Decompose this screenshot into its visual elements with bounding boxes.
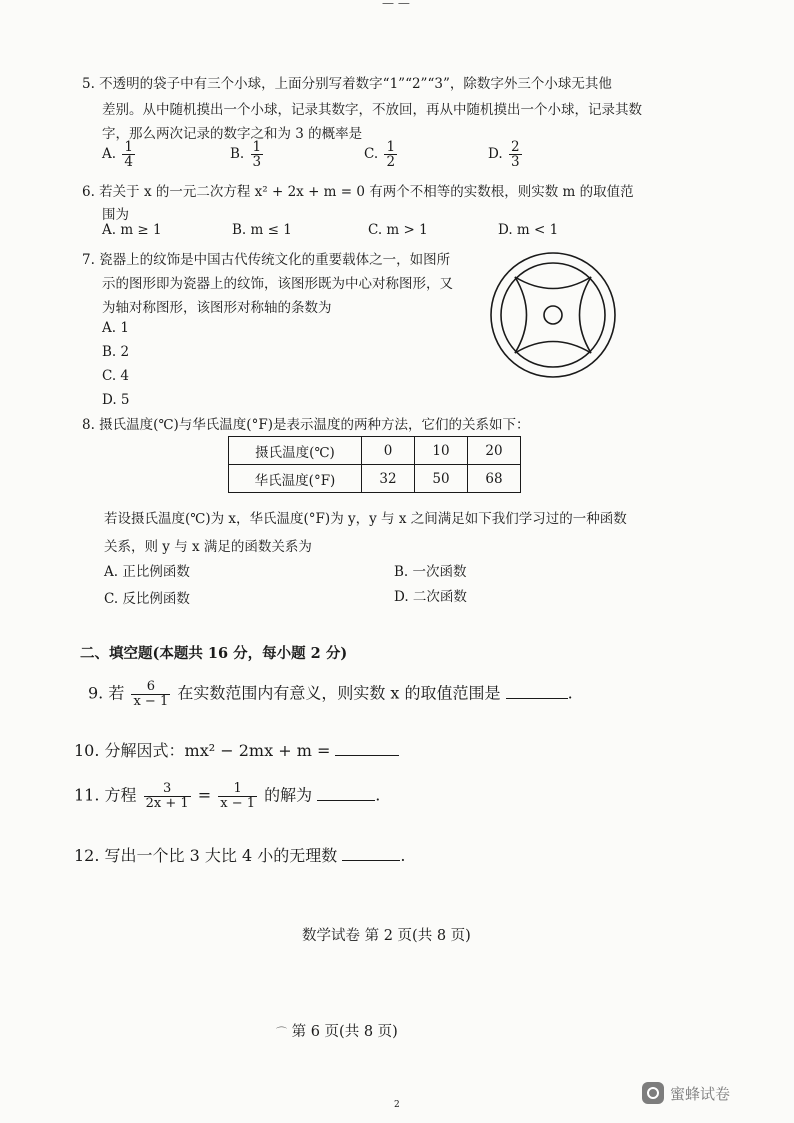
table-header-fahrenheit: 华氏温度(°F) bbox=[229, 465, 362, 493]
fraction: $\frac{1}{3}$ bbox=[252, 139, 262, 171]
q6-option-c[interactable]: C. m > 1 bbox=[368, 222, 428, 238]
fraction: $\frac{3}{2x + 1}$ bbox=[145, 781, 189, 811]
question-12: 12. 写出一个比 3 大比 4 小的无理数 . bbox=[74, 846, 406, 865]
table-cell: 0 bbox=[362, 437, 415, 465]
table-cell: 20 bbox=[468, 437, 521, 465]
q7-line-3: 为轴对称图形，该图形对称轴的条数为 bbox=[102, 300, 332, 316]
q6-option-d[interactable]: D. m < 1 bbox=[498, 222, 559, 238]
table-cell: 50 bbox=[415, 465, 468, 493]
section-heading-fill-in: 二、填空题(本题共 16 分，每小题 2 分) bbox=[80, 645, 348, 662]
q7-option-d[interactable]: D. 5 bbox=[102, 392, 130, 408]
q5-line-3: 字，那么两次记录的数字之和为 3 的概率是 bbox=[102, 126, 363, 142]
temperature-table bbox=[228, 436, 521, 493]
q7-line-2: 示的图形即为瓷器上的纹饰，该图形既为中心对称图形，又 bbox=[102, 276, 453, 292]
table-cell: 10 bbox=[415, 437, 468, 465]
q8-option-d[interactable]: D. 二次函数 bbox=[394, 589, 467, 605]
q7-option-b[interactable]: B. 2 bbox=[102, 344, 130, 360]
q8-line-2: 若设摄氏温度(℃)为 x，华氏温度(°F)为 y，y 与 x 之间满足如下我们学习过的一种函数 bbox=[104, 511, 627, 527]
q5-option-d[interactable]: D. $\frac{2}{3}$ bbox=[488, 139, 520, 171]
q6-option-a[interactable]: A. m ≥ 1 bbox=[102, 222, 162, 238]
q8-line-1: 8. 摄氏温度(℃)与华氏温度(°F)是表示温度的两种方法，它们的关系如下： bbox=[82, 417, 530, 433]
q6-option-b[interactable]: B. m ≤ 1 bbox=[232, 222, 292, 238]
q8-option-c[interactable]: C. 反比例函数 bbox=[104, 591, 190, 607]
table-header-celsius: 摄氏温度(℃) bbox=[229, 437, 362, 465]
page-footer: 数学试卷 第 2 页(共 8 页) bbox=[302, 928, 471, 944]
page-number: 2 bbox=[394, 1100, 400, 1110]
answer-blank-10[interactable] bbox=[335, 754, 399, 756]
table-row bbox=[229, 465, 521, 493]
watermark: 蜜蜂试卷 bbox=[642, 1082, 730, 1104]
fraction: $\frac{1}{4}$ bbox=[124, 139, 133, 171]
q7-line-1: 7. 瓷器上的纹饰是中国古代传统文化的重要载体之一，如图所 bbox=[82, 252, 451, 268]
q6-line-1: 6. 若关于 x 的一元二次方程 x² + 2x + m = 0 有两个不相等的实数根，则实数 m 的取值范 bbox=[82, 184, 634, 200]
q7-option-c[interactable]: C. 4 bbox=[102, 368, 130, 384]
secondary-footer: ⌒ 第 6 页(共 8 页) bbox=[276, 1024, 398, 1040]
q8-option-b[interactable]: B. 一次函数 bbox=[394, 564, 467, 580]
fraction: $\frac{1}{x - 1}$ bbox=[220, 781, 256, 811]
watermark-logo-icon bbox=[642, 1082, 664, 1104]
answer-blank-11[interactable] bbox=[317, 799, 375, 801]
q5-line-1: 5. 不透明的袋子中有三个小球，上面分别写着数字“1”“2”“3”，除数字外三个小球无其他 bbox=[82, 76, 612, 92]
question-9: 9. 若 $\frac{6}{x - 1}$ 在实数范围内有意义，则实数 x 的取值范围是 . bbox=[88, 679, 573, 709]
q8-option-a[interactable]: A. 正比例函数 bbox=[104, 564, 190, 580]
question-11: 11. 方程 $\frac{3}{2x + 1}$ = $\frac{1}{x - 1}$ 的解为 . bbox=[74, 781, 381, 811]
q5-line-2: 差别。从中随机摸出一个小球，记录其数字，不放回，再从中随机摸出一个小球，记录其数 bbox=[102, 102, 642, 118]
fraction: $\frac{1}{2}$ bbox=[386, 139, 396, 171]
q5-option-b[interactable]: B. $\frac{1}{3}$ bbox=[230, 139, 262, 171]
table-cell: 32 bbox=[362, 465, 415, 493]
answer-blank-9[interactable] bbox=[506, 697, 568, 699]
q7-option-a[interactable]: A. 1 bbox=[102, 320, 129, 336]
question-10: 10. 分解因式：mx² − 2mx + m = bbox=[74, 738, 399, 761]
q8-line-3: 关系，则 y 与 x 满足的函数关系为 bbox=[104, 539, 312, 555]
q5-option-a[interactable]: A. $\frac{1}{4}$ bbox=[102, 139, 133, 171]
header-mark: — — bbox=[382, 0, 410, 10]
table-row bbox=[229, 437, 521, 465]
fraction: $\frac{2}{3}$ bbox=[510, 139, 520, 171]
q6-line-2: 围为 bbox=[102, 207, 129, 223]
scribble-mark-icon: ⌒ bbox=[276, 1026, 287, 1039]
porcelain-pattern-figure bbox=[488, 250, 618, 380]
answer-blank-12[interactable] bbox=[342, 859, 400, 861]
table-cell: 68 bbox=[468, 465, 521, 493]
fraction: $\frac{6}{x - 1}$ bbox=[133, 679, 169, 709]
q5-option-c[interactable]: C. $\frac{1}{2}$ bbox=[364, 139, 396, 171]
